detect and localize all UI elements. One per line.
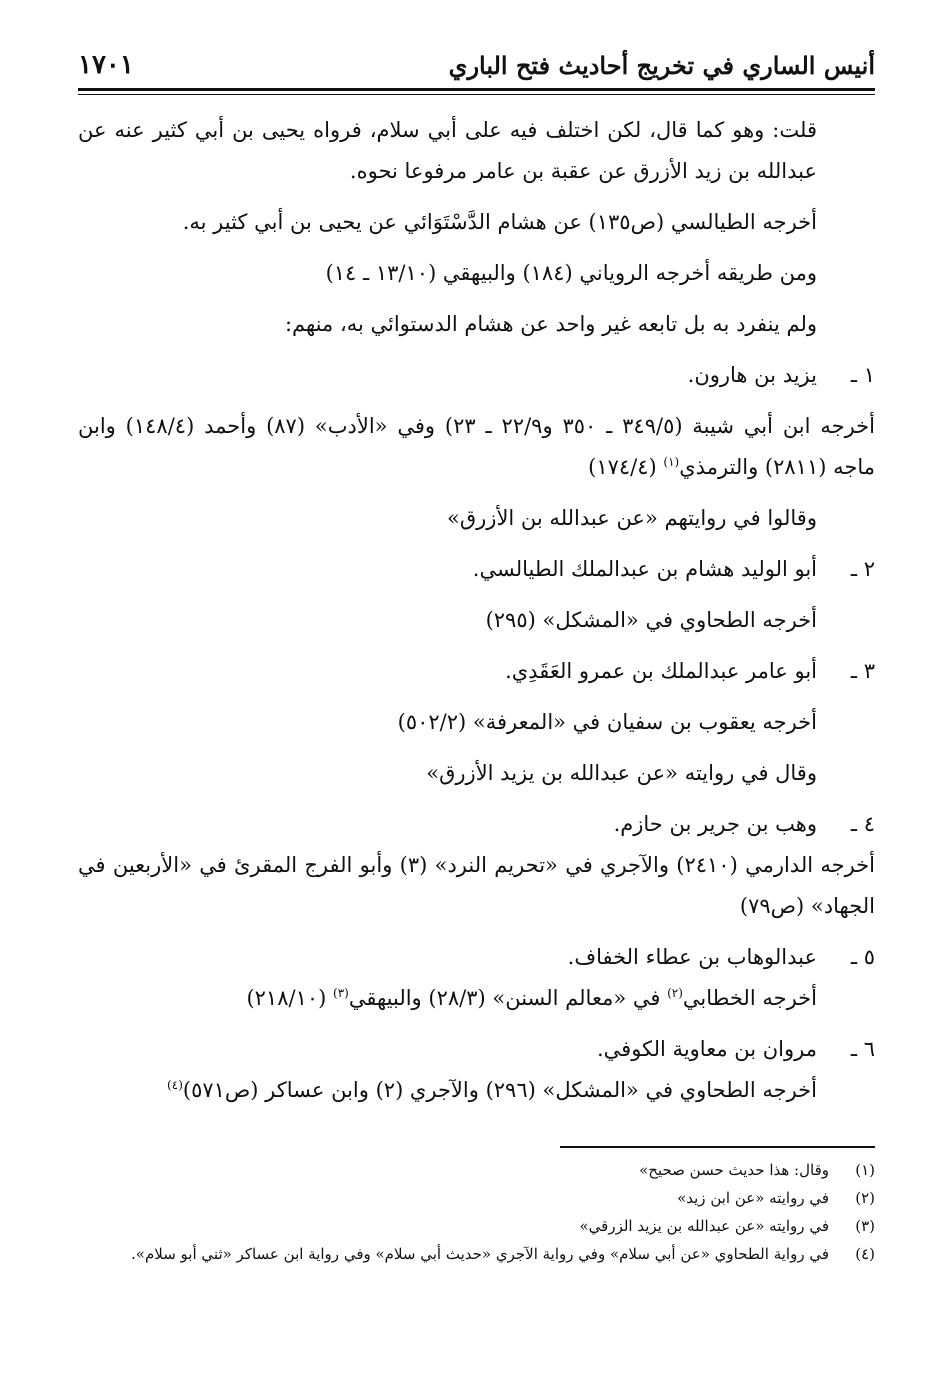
footnote-text: في روايته «عن عبدالله بن يزيد الزرقي» (579, 1217, 829, 1235)
paragraph: أخرجه الطيالسي (ص١٣٥) عن هشام الدَّسْتَوَائي عن يحيى بن أبي كثير به. (182, 210, 817, 234)
footnote-text: في روايته «عن ابن زيد» (677, 1189, 829, 1207)
item-number: ٥ ـ (850, 945, 875, 969)
item-name: عبدالوهاب بن عطاء الخفاف. (567, 945, 817, 969)
footnote (78, 1184, 875, 1212)
footnote-number: (٤) (855, 1245, 875, 1263)
item-note: وقال في روايته «عن عبدالله بن يزيد الأزرق» (426, 761, 817, 785)
item-note: وقالوا في روايتهم «عن عبدالله بن الأزرق» (447, 506, 817, 530)
item-source: أخرجه الطحاوي في «المشكل» (٢٩٦) والآجري (٢) وابن عساكر (ص٥٧١)$^{(٤)}$ (167, 1078, 817, 1102)
item-number: ١ ـ (850, 363, 875, 387)
main-text (78, 110, 875, 1111)
footnotes (78, 1156, 875, 1268)
list-item (78, 355, 875, 396)
running-header (78, 44, 875, 86)
list-item (78, 651, 875, 692)
footnote-number: (١) (855, 1161, 875, 1179)
header-rule-thin (78, 94, 875, 95)
item-number: ٤ ـ (850, 812, 875, 836)
footnote (78, 1212, 875, 1240)
footnote (78, 1240, 875, 1268)
list-item (78, 937, 875, 978)
footnote-ref: (١) (663, 455, 680, 469)
footnote-separator (560, 1146, 875, 1148)
paragraph: ومن طريقه أخرجه الروياني (١٨٤) والبيهقي (١٣/١٠ ـ ١٤) (325, 261, 817, 285)
item-name: يزيد بن هارون. (687, 363, 817, 387)
item-number: ٢ ـ (850, 557, 875, 581)
footnote-ref: (٣) (333, 986, 349, 1000)
paragraph: ولم ينفرد به بل تابعه غير واحد عن هشام الدستوائي به، منهم: (284, 312, 817, 336)
page-number: ١٧٠١ (78, 50, 134, 80)
item-source: أخرجه الدارمي (٢٤١٠) والآجري في «تحريم النرد» (٣) وأبو الفرج المقرئ في «الأربعين في الجهاد» (ص٧٩) (78, 853, 875, 918)
book-title: أنيس الساري في تخريج أحاديث فتح الباري (448, 50, 875, 80)
item-source: أخرجه ابن أبي شيبة (٣٤٩/٥ ـ ٣٥٠ و٢٢/٩ ـ ٢٣) وفي «الأدب» (٨٧) وأحمد (١٤٨/٤) وابن ماجه (٢٨١١) والترمذي$^{(١)}$ (١٧٤/٤) (78, 414, 875, 479)
footnote-text: وقال: هذا حديث حسن صحيح» (639, 1161, 829, 1179)
footnote-text: في رواية الطحاوي «عن أبي سلام» وفي رواية الآجري «حديث أبي سلام» وفي رواية ابن عساكر «ثني أبو سلام». (131, 1245, 829, 1263)
list-item (78, 549, 875, 590)
header-rule-thick (78, 88, 875, 91)
item-name: أبو الوليد هشام بن عبدالملك الطيالسي. (472, 557, 817, 581)
item-name: وهب بن جرير بن حازم. (613, 812, 817, 836)
footnote-ref: (٤) (167, 1078, 183, 1092)
list-item (78, 804, 875, 845)
item-number: ٦ ـ (850, 1037, 875, 1061)
item-source: أخرجه الخطابي$^{(٢)}$ في «معالم السنن» (٢٨/٣) والبيهقي$^{(٣)}$ (٢١٨/١٠) (246, 986, 817, 1010)
paragraph: قلت: وهو كما قال، لكن اختلف فيه على أبي سلام، فرواه يحيى بن أبي كثير عنه عن عبدالله بن زيد الأزرق عن عقبة بن عامر مرفوعا نحوه. (78, 118, 817, 183)
list-item (78, 1029, 875, 1070)
footnote (78, 1156, 875, 1184)
item-name: أبو عامر عبدالملك بن عمرو العَقَدِي. (505, 659, 817, 683)
footnote-number: (٣) (855, 1217, 875, 1235)
item-number: ٣ ـ (850, 659, 875, 683)
item-name: مروان بن معاوية الكوفي. (596, 1037, 817, 1061)
footnote-ref: (٢) (667, 986, 683, 1000)
footnote-number: (٢) (855, 1189, 875, 1207)
item-source: أخرجه الطحاوي في «المشكل» (٢٩٥) (485, 608, 817, 632)
item-source: أخرجه يعقوب بن سفيان في «المعرفة» (٥٠٢/٢) (397, 710, 817, 734)
